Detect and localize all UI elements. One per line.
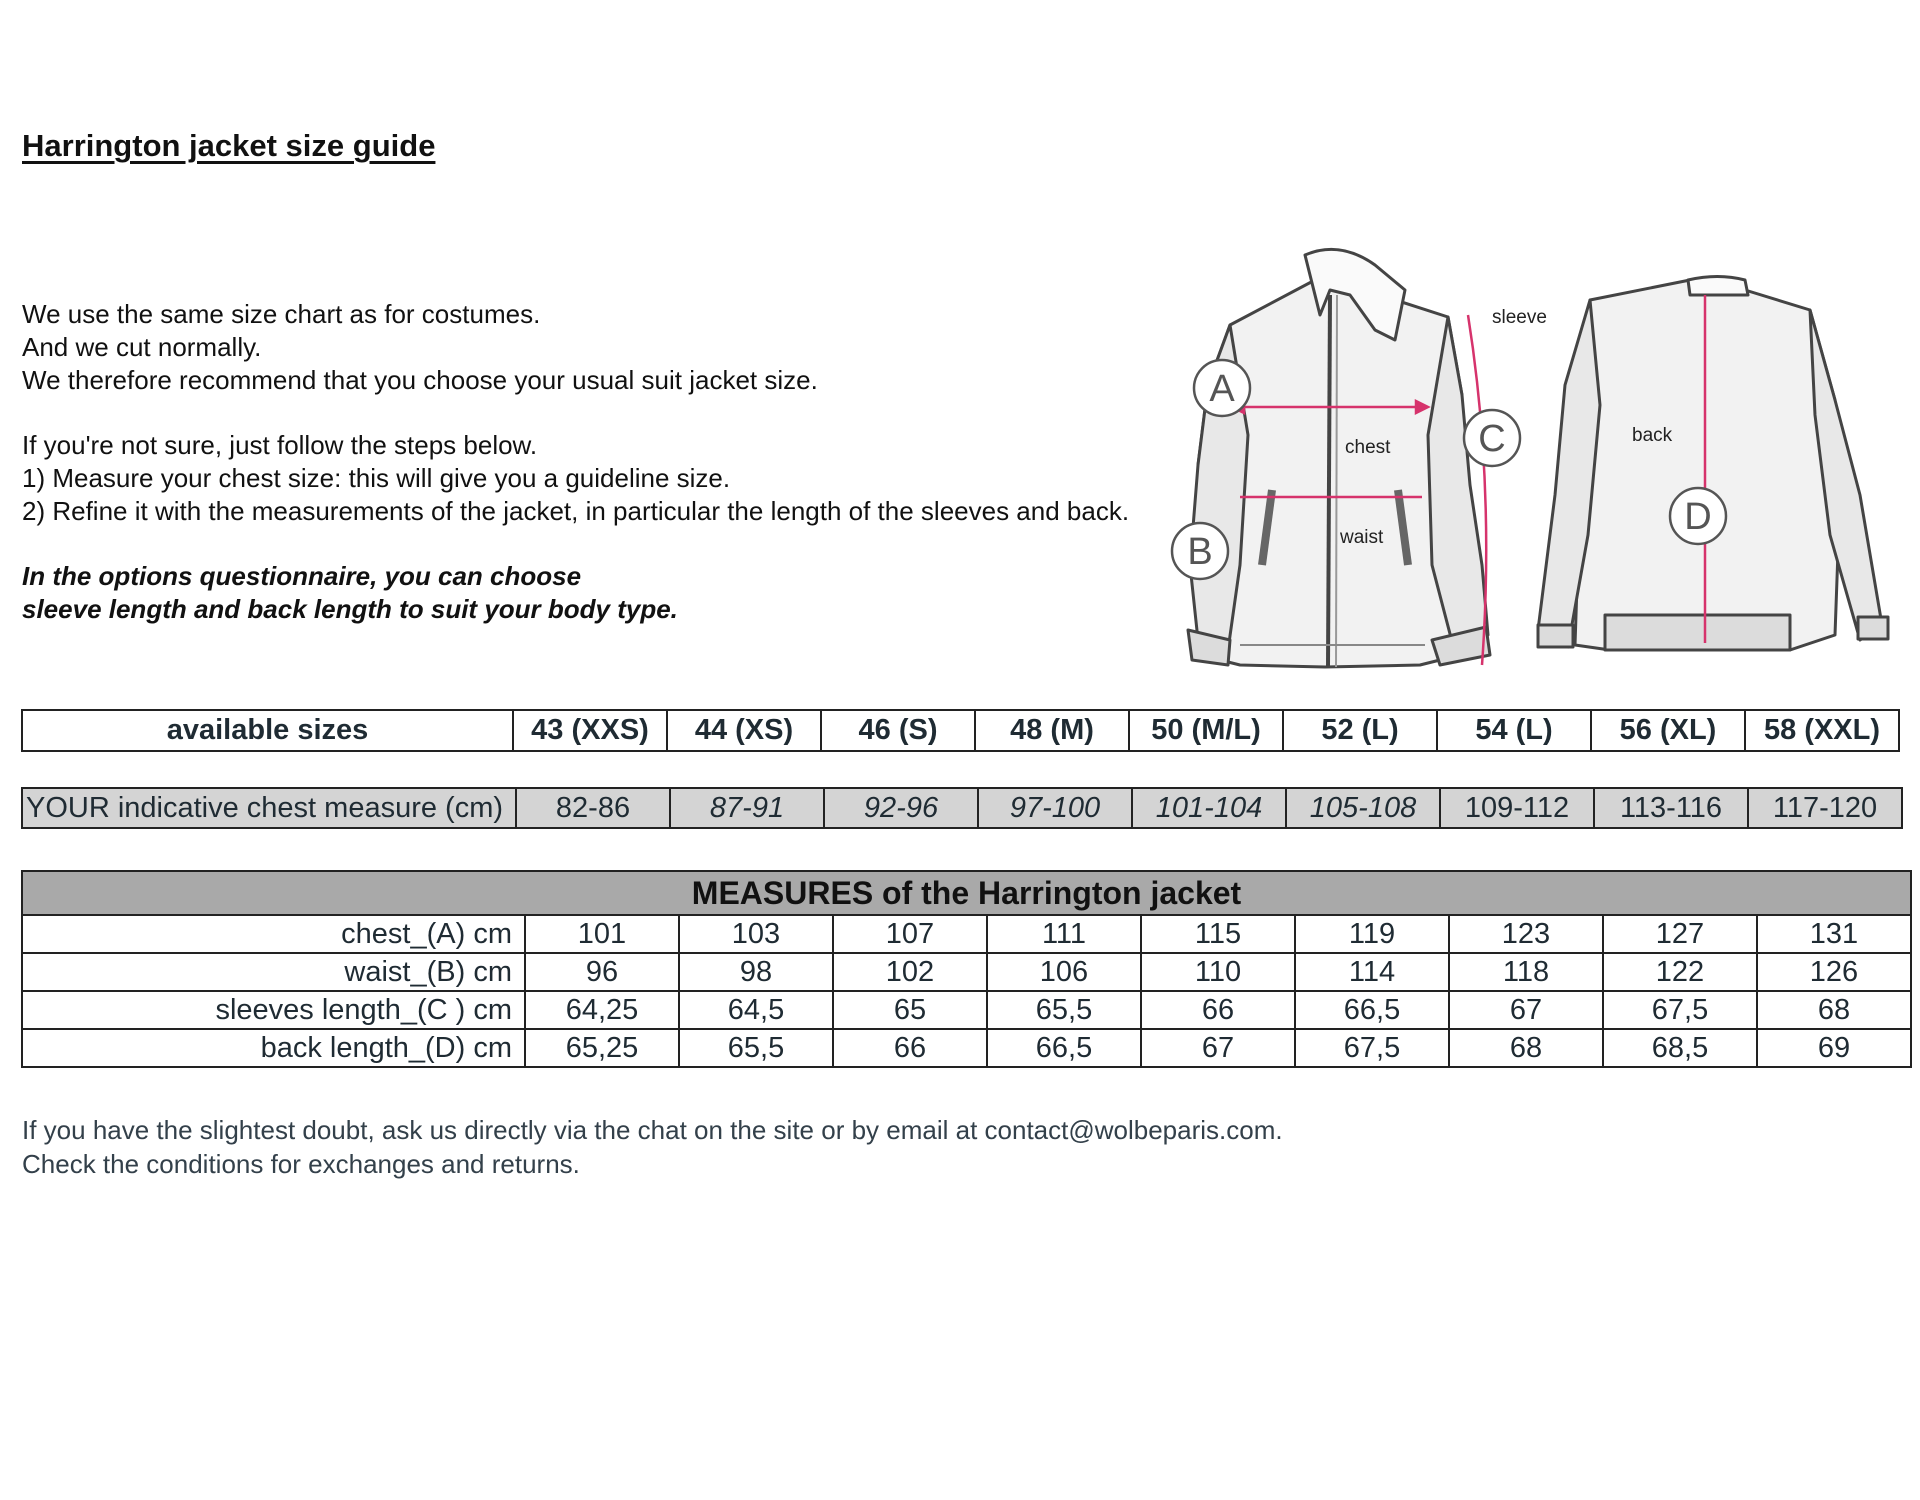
svg-text:A: A [1209,368,1235,410]
table-cell: 119 [1295,915,1449,953]
table-cell: 68,5 [1603,1029,1757,1067]
table-cell: 98 [679,953,833,991]
chest-label: chest [1345,437,1391,458]
chest-measure-table [21,787,1903,829]
table-cell: 67 [1141,1029,1295,1067]
back-label: back [1632,425,1673,446]
table-cell: 101 [525,915,679,953]
table-cell: 67 [1449,991,1603,1029]
svg-text:C: C [1478,418,1506,460]
table-cell: 123 [1449,915,1603,953]
table-cell: 68 [1449,1029,1603,1067]
marker-a [1194,360,1250,416]
waist-label: waist [1340,527,1384,548]
intro-line: We therefore recommend that you choose your usual suit jacket size. [22,365,818,395]
table-cell: 122 [1603,953,1757,991]
intro-text [22,298,1172,626]
table-cell: 102 [833,953,987,991]
table-row [22,953,1911,991]
table-cell: 103 [679,915,833,953]
chest-range-cell: 87-91 [670,788,824,828]
table-row [22,788,1902,828]
chest-range-cell: 92-96 [824,788,978,828]
table-cell: 115 [1141,915,1295,953]
jacket-back [1538,277,1888,651]
table-cell: 107 [833,915,987,953]
row-label: chest_(A) cm [22,915,525,953]
jacket-diagram [1170,235,1905,675]
chest-range-cell: 101-104 [1132,788,1286,828]
size-cell: 54 (L) [1437,710,1591,751]
table-cell: 66,5 [987,1029,1141,1067]
table-row [22,991,1911,1029]
marker-d [1670,488,1726,544]
sizes-header-label: available sizes [22,710,513,751]
size-cell: 46 (S) [821,710,975,751]
table-cell: 126 [1757,953,1911,991]
size-cell: 52 (L) [1283,710,1437,751]
marker-c [1464,410,1520,466]
measures-title: MEASURES of the Harrington jacket [22,871,1911,915]
table-cell: 96 [525,953,679,991]
table-cell: 66 [833,1029,987,1067]
table-cell: 65,25 [525,1029,679,1067]
table-row [22,710,1899,751]
table-cell: 65 [833,991,987,1029]
row-label: sleeves length_(C ) cm [22,991,525,1029]
svg-text:B: B [1187,531,1213,573]
size-cell: 56 (XL) [1591,710,1745,751]
table-cell: 106 [987,953,1141,991]
size-cell: 58 (XXL) [1745,710,1899,751]
intro-line: And we cut normally. [22,332,262,362]
table-cell: 118 [1449,953,1603,991]
jacket-illustration [1170,235,1905,675]
size-cell: 43 (XXS) [513,710,667,751]
row-label: waist_(B) cm [22,953,525,991]
table-cell: 66,5 [1295,991,1449,1029]
table-cell: 127 [1603,915,1757,953]
jacket-measures-table [21,870,1912,1068]
jacket-front [1188,249,1490,667]
intro-line: We use the same size chart as for costumes. [22,299,541,329]
chest-range-cell: 105-108 [1286,788,1440,828]
size-cell: 48 (M) [975,710,1129,751]
size-cell: 44 (XS) [667,710,821,751]
table-cell: 114 [1295,953,1449,991]
table-cell: 66 [1141,991,1295,1029]
table-cell: 64,25 [525,991,679,1029]
step-2: 2) Refine it with the measurements of the jacket, in particular the length of the sleeves and back. [22,496,1130,526]
table-cell: 68 [1757,991,1911,1029]
svg-text:D: D [1684,496,1712,538]
table-cell: 65,5 [679,1029,833,1067]
chest-measure-label: YOUR indicative chest measure (cm) [22,788,516,828]
returns-note: Check the conditions for exchanges and returns. [22,1149,580,1179]
table-cell: 131 [1757,915,1911,953]
table-cell: 67,5 [1603,991,1757,1029]
table-cell: 64,5 [679,991,833,1029]
sleeve-label: sleeve [1492,307,1547,328]
table-row [22,915,1911,953]
options-note: In the options questionnaire, you can choose [22,561,582,591]
table-cell: 110 [1141,953,1295,991]
table-cell: 65,5 [987,991,1141,1029]
step-1: 1) Measure your chest size: this will give you a guideline size. [22,463,731,493]
page-title: Harrington jacket size guide [22,128,436,163]
options-note: sleeve length and back length to suit your body type. [22,594,678,624]
table-cell: 69 [1757,1029,1911,1067]
table-cell: 67,5 [1295,1029,1449,1067]
size-cell: 50 (M/L) [1129,710,1283,751]
table-header-row [22,871,1911,915]
chest-range-cell: 113-116 [1594,788,1748,828]
chest-range-cell: 117-120 [1748,788,1902,828]
table-cell: 111 [987,915,1141,953]
row-label: back length_(D) cm [22,1029,525,1067]
chest-range-cell: 109-112 [1440,788,1594,828]
available-sizes-table [21,709,1900,752]
contact-note: If you have the slightest doubt, ask us directly via the chat on the site or by email at contact@wolbeparis.com. [22,1115,1283,1145]
intro-line: If you're not sure, just follow the steps below. [22,430,538,460]
footer-note [22,1113,1283,1181]
chest-range-cell: 97-100 [978,788,1132,828]
marker-b [1172,523,1228,579]
table-row [22,1029,1911,1067]
chest-range-cell: 82-86 [516,788,670,828]
